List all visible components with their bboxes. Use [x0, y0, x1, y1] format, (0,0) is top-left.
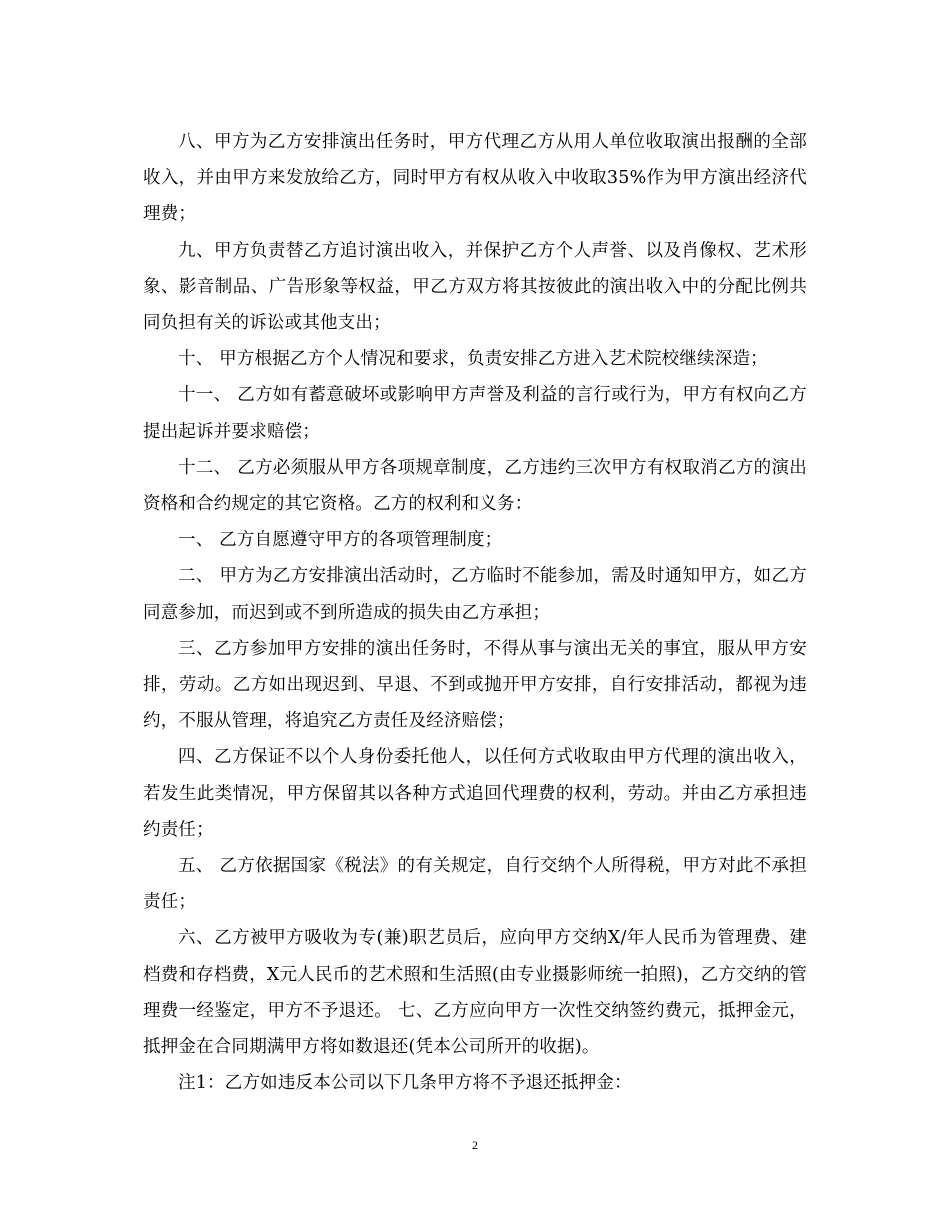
clause-11-paragraph: 十一、 乙方如有蓄意破坏或影响甲方声誉及利益的言行或行为，甲方有权向乙方提出起诉并要求赔偿；: [143, 385, 807, 442]
clause-12-paragraph: 十二、 乙方必须服从甲方各项规章制度，乙方违约三次甲方有权取消乙方的演出资格和合约规定的其它资格。乙方的权利和义务：: [143, 457, 807, 515]
duty-6-7-paragraph: 六、乙方被甲方吸收为专(兼)职艺员后，应向甲方交纳X/年人民币为管理费、建档费和存档费，X元人民币的艺术照和生活照(由专业摄影师统一拍照)，乙方交纳的管理费一经鉴定，甲方不予退还。 七、乙方应向甲方一次性交纳签约费元，抵押金元，抵押金在合同期满甲方将如数退还(凭本公司所开的收据)。: [143, 928, 807, 1058]
clause-8-paragraph: 八、甲方为乙方安排演出任务时，甲方代理乙方从用人单位收取演出报酬的全部收入，并由甲方来发放给乙方，同时甲方有权从收入中收取35%作为甲方演出经济代理费；: [143, 132, 807, 225]
duty-3-paragraph: 三、乙方参加甲方安排的演出任务时，不得从事与演出无关的事宜，服从甲方安排，劳动。乙方如出现迟到、早退、不到或抛开甲方安排，自行安排活动，都视为违约，不服从管理，将追究乙方责任及经济赔偿；: [143, 638, 807, 732]
duty-1-paragraph: 一、 乙方自愿遵守甲方的各项管理制度；: [178, 530, 503, 551]
page-number: 2: [472, 1138, 478, 1152]
duty-2-paragraph: 二、 甲方为乙方安排演出活动时，乙方临时不能参加，需及时通知甲方，如乙方同意参加，而迟到或不到所造成的损失由乙方承担；: [143, 566, 807, 623]
note-1-paragraph: 注1：乙方如违反本公司以下几条甲方将不予退还抵押金：: [178, 1073, 632, 1094]
clause-9-paragraph: 九、甲方负责替乙方追讨演出收入，并保护乙方个人声誉、以及肖像权、艺术形象、影音制品、广告形象等权益，甲乙方双方将其按彼此的演出收入中的分配比例共同负担有关的诉讼或其他支出；: [143, 240, 807, 334]
duty-5-paragraph: 五、 乙方依据国家《税法》的有关规定，自行交纳个人所得税，甲方对此不承担责任；: [143, 856, 807, 913]
document-body: [143, 124, 807, 1101]
duty-4-paragraph: 四、乙方保证不以个人身份委托他人，以任何方式收取由甲方代理的演出收入，若发生此类情况，甲方保留其以各种方式追回代理费的权利，劳动。并由乙方承担违约责任；: [143, 747, 807, 840]
clause-10-paragraph: 十、 甲方根据乙方个人情况和要求，负责安排乙方进入艺术院校继续深造；: [178, 349, 768, 370]
